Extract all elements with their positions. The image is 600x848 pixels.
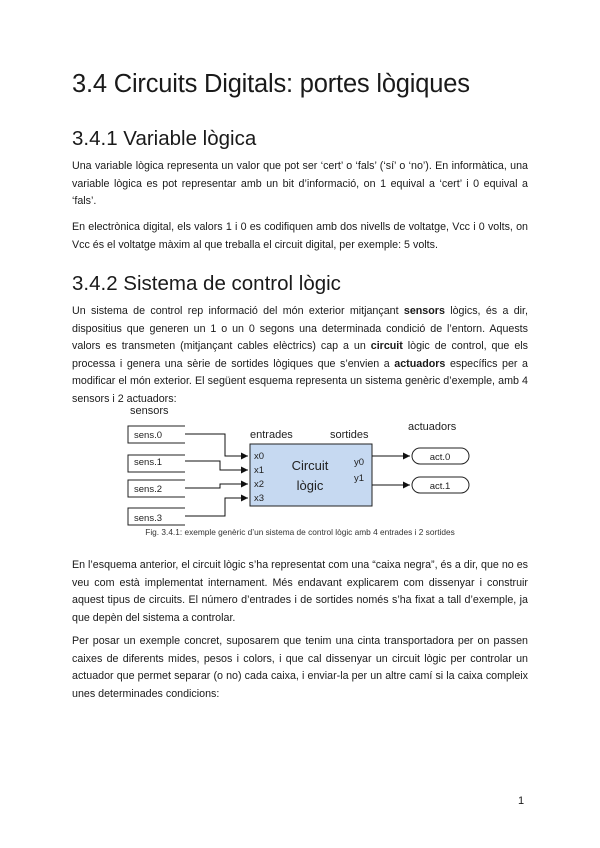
sensor-3 (128, 508, 185, 525)
text-run: Un sistema de control rep informació del món exterior mitjançant (72, 305, 404, 317)
figure-caption: Fig. 3.4.1: exemple genèric d’un sistema de control lògic amb 4 entrades i 2 sortides (145, 527, 455, 537)
sensor-2 (128, 480, 185, 497)
paragraph-sistema-control-3: Per posar un exemple concret, suposarem que tenim una cinta transportadora per on passen caixes de diferents mides, pesos i colors, i que cal dissenyar un circuit lògic per controlar un actuador que permet separar (o no) cada caixa, i enviar-la per un altre camí si la caixa compleix unes determinades condicions: (72, 635, 528, 700)
page-number: 1 (518, 795, 525, 807)
bold-term-circuit: circuit (370, 340, 403, 353)
sensor-label: sens.0 (134, 430, 162, 441)
input-label-x1: x1 (254, 465, 265, 476)
paragraph-variable-logica-2: En electrònica digital, els valors 1 i 0 es codifiquen amb dos nivells de voltatge, Vcc i 0 volts, on Vcc és el voltatge màxim al que treballa el circuit digital, per exemple: 5 volts. (72, 221, 528, 251)
section-heading-sistema-control: 3.4.2 Sistema de control lògic (72, 272, 341, 295)
label-sortides: sortides (330, 429, 369, 441)
box-title-line1: Circuit (291, 458, 329, 473)
text-run: específics per a modificar el món exterior. El següent esquema representa un sistema genèric d’exemple, amb 4 sensors i 2 actuadors: (72, 357, 528, 405)
paragraph-sistema-control-2: En l’esquema anterior, el circuit lògic s’ha representat com una “caixa negra”, és a dir, que no es veu com està implementat internament. Més endavant explicarem com dissenyar i construir aquest tipus de circuits. El número d’entrades i de sortides només s’ha fixat a tall d’exemple, ja que depèn del sistema a controlar. (72, 559, 528, 624)
bold-term-sensors: sensors (403, 305, 445, 317)
label-sensors: sensors (130, 405, 169, 417)
sensor-label: sens.2 (134, 484, 162, 495)
text-run: lògic de control, que els processa i genera una sèrie de sortides lògiques que s’envien a (72, 340, 528, 370)
actuator-label: act.0 (429, 452, 451, 463)
text-run: lògics, és a dir, dispositius que generen un 1 o un 0 segons una determinada condició de l’entorn. Aquests valors es transmeten (mitjançant cables elèctrics) cap a un (72, 305, 528, 353)
actuator-0 (412, 448, 469, 464)
sensor-label: sens.1 (134, 457, 162, 468)
output-label-y0: y0 (354, 457, 365, 468)
input-label-x3: x3 (254, 493, 265, 504)
sensor-1 (128, 455, 185, 472)
bold-term-actuadors: actuadors (394, 357, 446, 370)
box-title-line2: lògic (296, 478, 324, 493)
label-actuadors: actuadors (408, 421, 457, 433)
actuator-1 (412, 477, 469, 493)
output-label-y1: y1 (354, 473, 365, 484)
input-label-x2: x2 (254, 479, 265, 490)
control-system-diagram (0, 398, 600, 528)
output-wires (372, 456, 410, 485)
input-label-x0: x0 (254, 451, 265, 462)
sensor-0 (128, 426, 185, 443)
input-wires (185, 434, 248, 516)
page-title: 3.4 Circuits Digitals: portes lògiques (72, 70, 470, 98)
label-entrades: entrades (250, 429, 293, 441)
paragraph-variable-logica-1: Una variable lògica representa un valor que pot ser ‘cert’ o ‘fals’ (‘sí’ o ‘no’). En informàtica, una variable lògica es pot representar amb un bit d’informació, on 1 equival a ‘cert’ i 0 equival a ‘fals’. (72, 160, 528, 208)
actuator-label: act.1 (429, 481, 451, 492)
section-heading-variable-logica: 3.4.1 Variable lògica (72, 127, 257, 150)
sensor-label: sens.3 (134, 513, 162, 524)
paragraph-sistema-control-1 (72, 303, 528, 409)
